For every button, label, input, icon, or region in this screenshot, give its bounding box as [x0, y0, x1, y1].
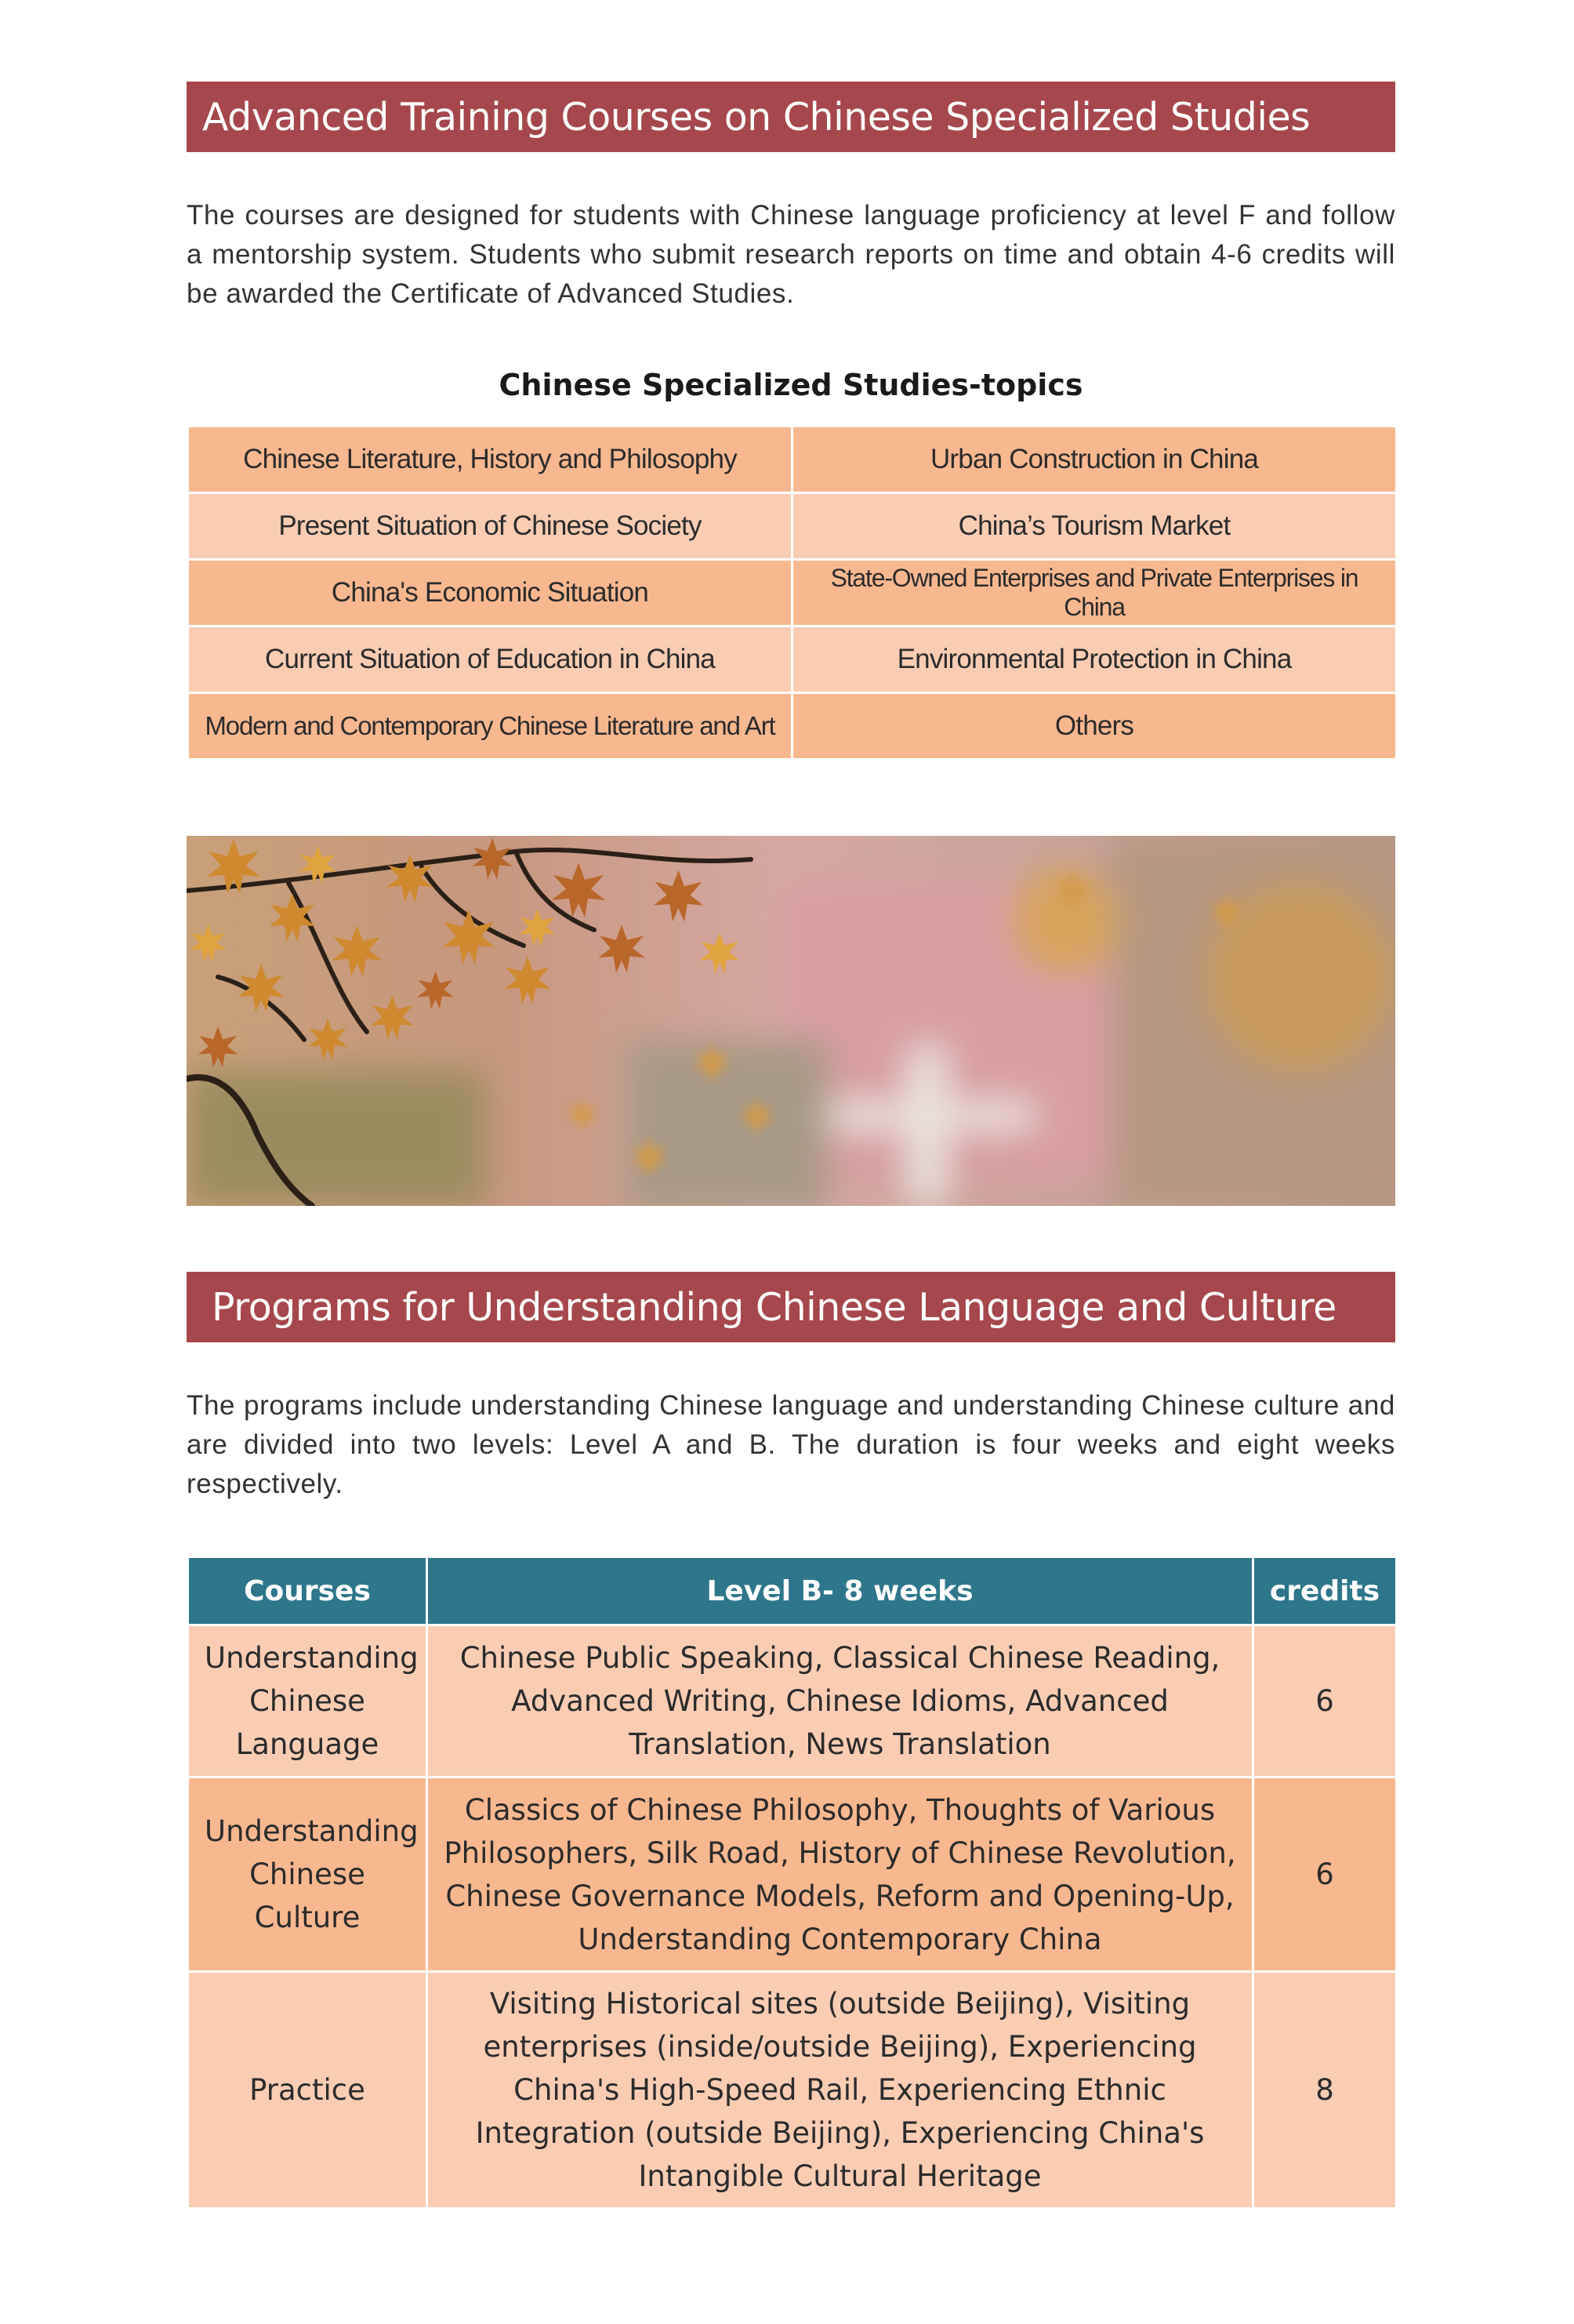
table-row: [188, 693, 1397, 760]
course-credits: 6: [1253, 1777, 1397, 1972]
topic-cell: State-Owned Enterprises and Private Enterprises in China: [792, 560, 1397, 626]
table-row: [188, 1777, 1397, 1972]
table-row: [188, 626, 1397, 693]
advanced-training-description: The courses are designed for students with Chinese language proficiency at level F and follow a mentorship system. Students who submit research reports on time and obtain 4-6 credits will be awarded the Certificate of Advanced Studies.: [187, 200, 1395, 309]
topic-cell: Others: [792, 693, 1397, 760]
table-header-row: [188, 1557, 1397, 1625]
topic-cell: China's Economic Situation: [188, 560, 792, 626]
topic-cell: Present Situation of Chinese Society: [188, 493, 792, 560]
topics-table: [187, 425, 1398, 761]
section-title-advanced-training: Advanced Training Courses on Chinese Specialized Studies: [187, 82, 1395, 152]
course-content: Chinese Public Speaking, Classical Chinese Reading, Advanced Writing, Chinese Idioms, Advanced Translation, News Translation: [427, 1625, 1253, 1777]
topic-cell: Current Situation of Education in China: [188, 626, 792, 693]
table-row: [188, 427, 1397, 493]
course-name: Practice: [188, 1972, 427, 2209]
table-row: [188, 1972, 1397, 2209]
section-title-programs: Programs for Understanding Chinese Language and Culture: [187, 1272, 1395, 1342]
table-row: [188, 560, 1397, 626]
topic-cell: China’s Tourism Market: [792, 493, 1397, 560]
course-name: Understanding Chinese Language: [188, 1625, 427, 1777]
course-credits: 6: [1253, 1625, 1397, 1777]
course-content: Classics of Chinese Philosophy, Thoughts of Various Philosophers, Silk Road, History of Chinese Revolution, Chinese Governance Models, Reform and Opening-Up, Understanding Contemporary China: [427, 1777, 1253, 1972]
topic-cell: Urban Construction in China: [792, 427, 1397, 493]
table-row: [188, 493, 1397, 560]
course-credits: 8: [1253, 1972, 1397, 2209]
column-header-courses: Courses: [188, 1557, 427, 1625]
column-header-level: Level B- 8 weeks: [427, 1557, 1253, 1625]
topics-table-title: Chinese Specialized Studies-topics: [499, 368, 1083, 402]
programs-description: The programs include understanding Chinese language and understanding Chinese culture and are divided into two levels: Level A and B. The duration is four weeks and eight weeks respectively.: [187, 1390, 1395, 1499]
course-name: Understanding Chinese Culture: [188, 1777, 427, 1972]
maple-leaves-photo: [187, 836, 1395, 1206]
topic-cell: Modern and Contemporary Chinese Literature and Art: [188, 693, 792, 760]
column-header-credits: credits: [1253, 1557, 1397, 1625]
programs-table: [187, 1556, 1398, 2210]
topic-cell: Environmental Protection in China: [792, 626, 1397, 693]
course-content: Visiting Historical sites (outside Beijing), Visiting enterprises (inside/outside Beijing), Experiencing China's High-Speed Rail, Experiencing Ethnic Integration (outside Beijing), Experiencing China's Intangible Cultural Heritage: [427, 1972, 1253, 2209]
topic-cell: Chinese Literature, History and Philosophy: [188, 427, 792, 493]
table-row: [188, 1625, 1397, 1777]
maple-leaves-illustration: [187, 836, 1395, 1206]
